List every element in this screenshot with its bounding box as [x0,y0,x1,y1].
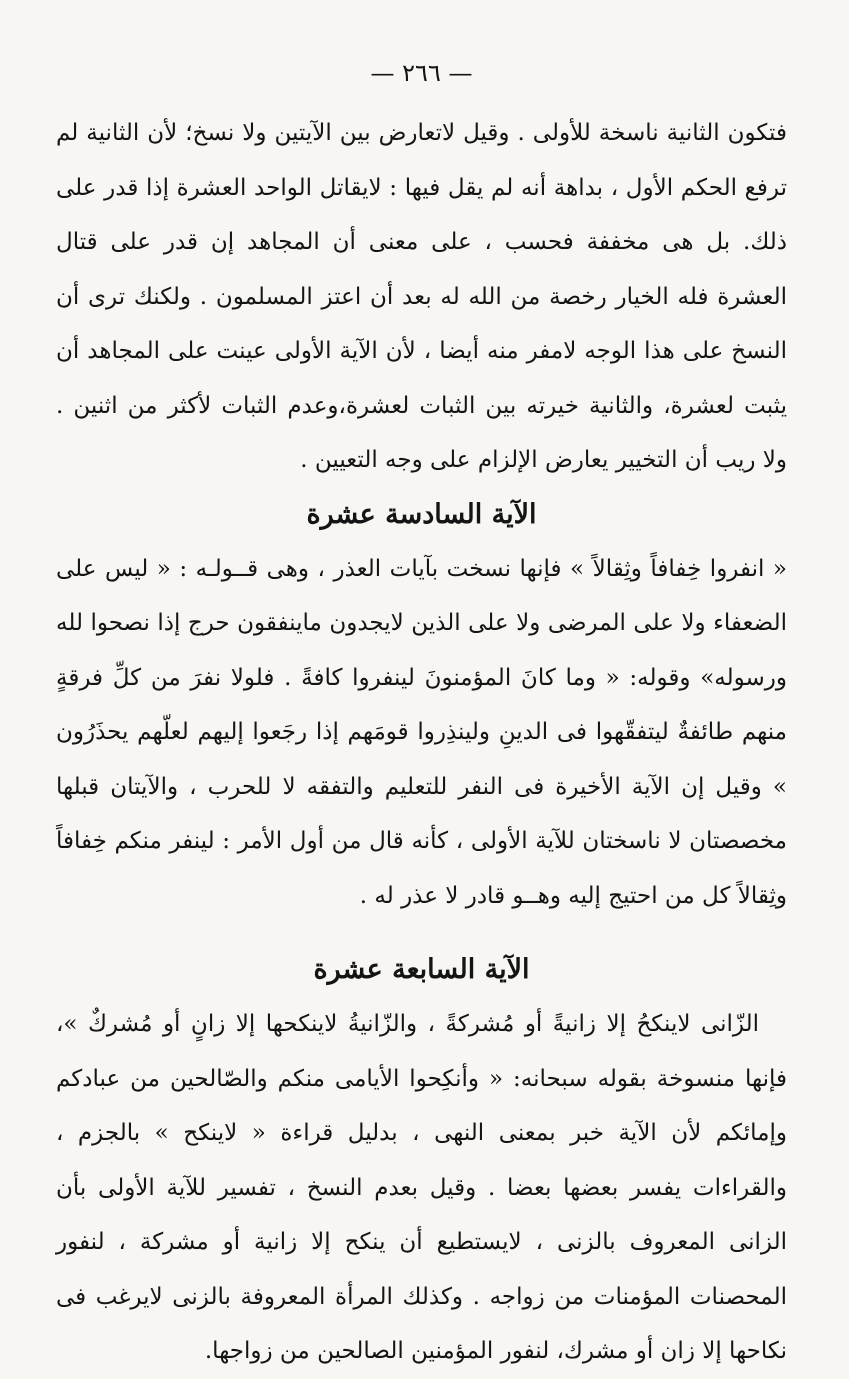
paragraph-seventeenth-verse: الزّانى لاينكحُ إلا زانيةً أو مُشركةً ، والزّانيةُ لاينكحها إلا زانٍ أو مُشركٌ »، فإنها منسوخة بقوله سبحانه: « وأنكِحوا الأيامى منكم والصّالحين من عبادكم وإمائكم لأن الآية خبر بمعنى النهى ، بدليل قراءة « لاينكح » بالجزم ، والقراءات يفسر بعضها بعضا . وقيل بعدم النسخ ، تفسير للآية الأولى بأن الزانى المعروف بالزنى ، لايستطيع أن ينكح إلا زانية أو مشركة ، لنفور المحصنات المؤمنات من زواجه . وكذلك المرأة المعروفة بالزنى لايرغب فى نكاحها إلا زان أو مشرك، لنفور المؤمنين الصالحين من زواجها. [56,1011,787,1364]
heading-sixteenth-verse: الآية السادسة عشرة [306,498,537,530]
paragraph-abrogation-fifteenth: فتكون الثانية ناسخة للأولى . وقيل لاتعارض بين الآيتين ولا نسخ؛ لأن الثانية لم ترفع الحكم الأول ، بداهة أنه لم يقل فيها : لايقاتل الواحد العشرة إذا قدر على ذلك. بل هى مخففة فحسب ، على معنى أن المجاهد إن قدر على قتال العشرة فله الخيار رخصة من الله له بعد أن اعتز المسلمون . ولكنك ترى أن النسخ على هذا الوجه لامفر منه أيضا ، لأن الآية الأولى عينت على المجاهد أن يثبت لعشرة، والثانية خيرته بين الثبات لعشرة،وعدم الثبات لأكثر من اثنين . ولا ريب أن التخيير يعارض الإلزام على وجه التعيين . [56,120,787,473]
paragraph-sixteenth-verse: « انفروا خِفافاً وثِقالاً » فإنها نسخت بآيات العذر ، وهى قــولـه : « ليس على الضعفاء ولا على المرضى ولا على الذين لايجدون ماينفقون حرج إذا نصحوا لله ورسوله» وقوله: « وما كانَ المؤمنونَ لينفروا كافةً . فلولا نفرَ من كلِّ فرقةٍ منهم طائفةٌ ليتفقّهوا فى الدينِ ولينذِروا قومَهم إذا رجَعوا إليهم لعلّهم يحذَرُون » وقيل إن الآية الأخيرة فى النفر للتعليم والتفقه لا للحرب ، والآيتان قبلها مخصصتان لا ناسختان للآية الأولى ، كأنه قال من أول الأمر : لينفر منكم خِفافاً وثِقالاً كل من احتيج إليه وهــو قادر لا عذر له . [56,555,787,909]
page-number: — ٢٦٦ — [370,59,473,87]
heading-seventeenth-verse: الآية السابعة عشرة [313,954,530,985]
